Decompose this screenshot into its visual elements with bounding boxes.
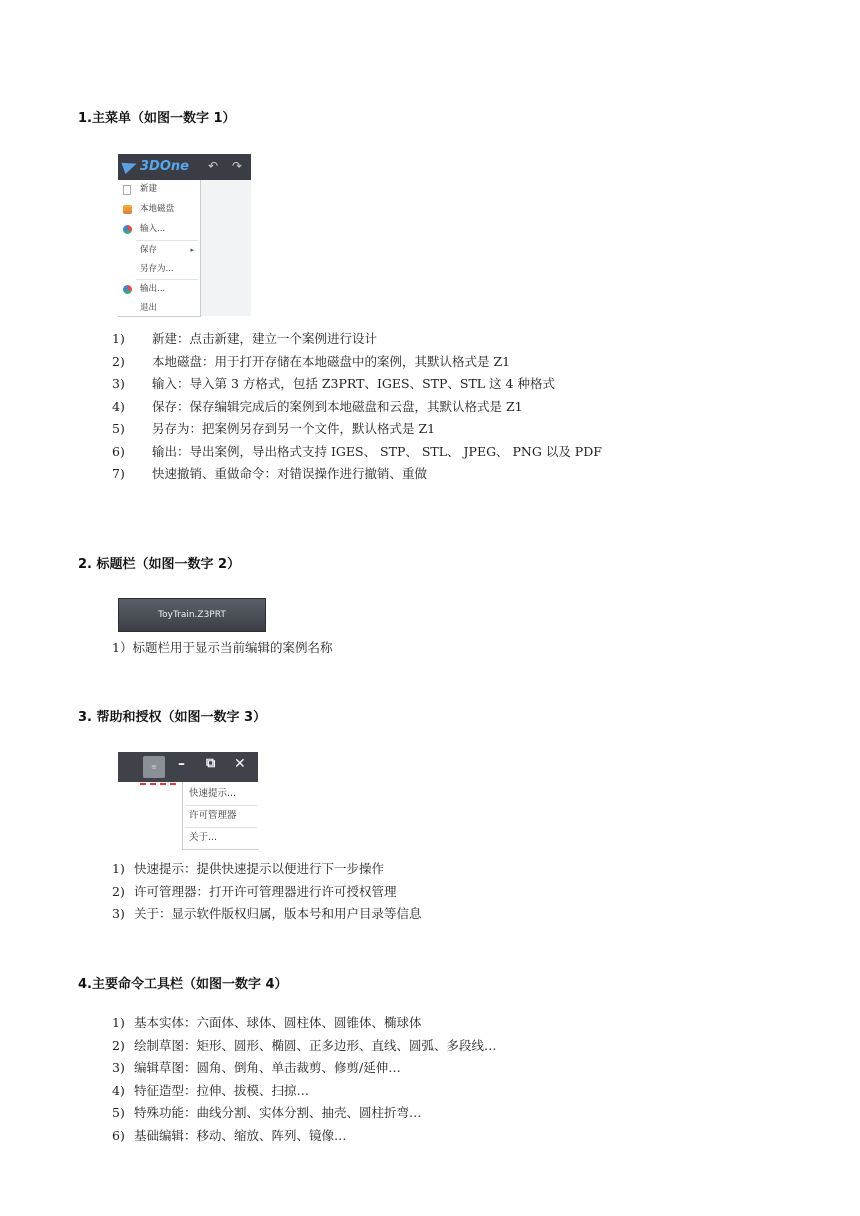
title-bar-screenshot: [118, 598, 266, 632]
submenu-arrow-icon: ▸: [190, 246, 194, 254]
section-4-heading: 4.主要命令工具栏（如图一数字 4）: [78, 977, 288, 992]
menu-item-export[interactable]: 输出...: [118, 280, 200, 299]
menu-item-exit[interactable]: 退出: [140, 303, 158, 313]
list-item: 2) 许可管理器：打开许可管理器进行许可授权管理: [112, 883, 397, 899]
list-item: 1) 新建：点击新建，建立一个案例进行设计: [112, 331, 378, 346]
redo-icon[interactable]: ↷: [232, 159, 243, 173]
main-menu-dropdown: [118, 180, 201, 317]
list-item: 4) 保存：保存编辑完成后的案例到本地磁盘和云盘，其默认格式是 Z1: [112, 398, 523, 414]
restore-icon[interactable]: ⧉: [206, 756, 216, 771]
minimize-icon[interactable]: –: [178, 756, 185, 772]
export-icon: [123, 285, 132, 294]
help-button[interactable]: [143, 756, 165, 778]
main-menu-screenshot: [118, 154, 251, 316]
list-item: 6) 输出：导出案例，导出格式支持 IGES、 STP、 STL、 JPEG、 PNG 以及 PDF: [112, 443, 602, 459]
list-item: 3) 关于：显示软件版权归属，版本号和用户目录等信息: [112, 906, 422, 921]
undo-icon[interactable]: ↶: [208, 159, 219, 173]
list-item: 5) 另存为：把案例另存到另一个文件，默认格式是 Z1: [112, 421, 436, 436]
section-3-list: [112, 858, 422, 926]
section-4-list: [112, 1012, 497, 1147]
app-toolbar: [118, 154, 251, 180]
list-item: 4) 特征造型：拉伸、拔模、扫掠…: [112, 1082, 310, 1098]
menu-item-save-as[interactable]: 另存为...: [140, 264, 174, 274]
menu-item-new[interactable]: 新建: [118, 180, 200, 199]
section-2-list: [112, 637, 332, 660]
document-title: ToyTrain.Z3PRT: [158, 610, 226, 620]
help-menu-icon: ≡: [151, 763, 157, 771]
help-menu-screenshot: [118, 752, 258, 849]
menu-item-import[interactable]: 输入...: [118, 220, 200, 239]
section-3-heading: 3. 帮助和授权（如图一数字 3）: [78, 710, 267, 725]
window-controls-bar: [118, 752, 258, 782]
list-item: 2) 绘制草图：矩形、圆形、椭圆、正多边形、直线、圆弧、多段线…: [112, 1037, 497, 1053]
paper-plane-logo-icon: [121, 158, 138, 174]
menu-item-license-manager[interactable]: 许可管理器: [189, 810, 237, 821]
menu-item-local-disk[interactable]: 本地磁盘: [118, 200, 200, 219]
list-item: 5) 特殊功能：曲线分割、实体分割、抽壳、圆柱折弯…: [112, 1105, 422, 1120]
menu-item-quick-tips[interactable]: 快速提示...: [189, 788, 237, 799]
list-item: 6) 基础编辑：移动、缩放、阵列、镜像…: [112, 1127, 347, 1143]
section-2-heading: 2. 标题栏（如图一数字 2）: [78, 557, 241, 572]
menu-item-save[interactable]: 保存 ▸: [118, 241, 200, 260]
section-1-heading: 1.主菜单（如图一数字 1）: [78, 111, 236, 126]
highlight-marker: [140, 783, 176, 785]
list-item: 3) 编辑草图：圆角、倒角、单击裁剪、修剪/延伸…: [112, 1060, 401, 1075]
app-logo: 3DOne: [140, 159, 189, 174]
list-item: 3) 输入：导入第 3 方格式，包括 Z3PRT、IGES、STP、STL 这 4 种格式: [112, 376, 555, 391]
local-disk-icon: [123, 205, 132, 214]
close-icon[interactable]: ✕: [234, 756, 246, 772]
section-1-list: [112, 328, 602, 486]
import-icon: [123, 225, 132, 234]
list-item: 1）标题栏用于显示当前编辑的案例名称: [112, 640, 333, 655]
menu-item-about[interactable]: 关于...: [189, 832, 218, 843]
help-dropdown: [182, 782, 259, 850]
list-item: 1) 基本实体：六面体、球体、圆柱体、圆锥体、椭球体: [112, 1015, 422, 1030]
list-item: 2) 本地磁盘：用于打开存储在本地磁盘中的案例，其默认格式是 Z1: [112, 353, 511, 369]
list-item: 1) 快速提示：提供快速提示以便进行下一步操作: [112, 861, 385, 876]
new-file-icon: [123, 185, 131, 195]
list-item: 7) 快速撤销、重做命令：对错误操作进行撤销、重做: [112, 466, 428, 481]
